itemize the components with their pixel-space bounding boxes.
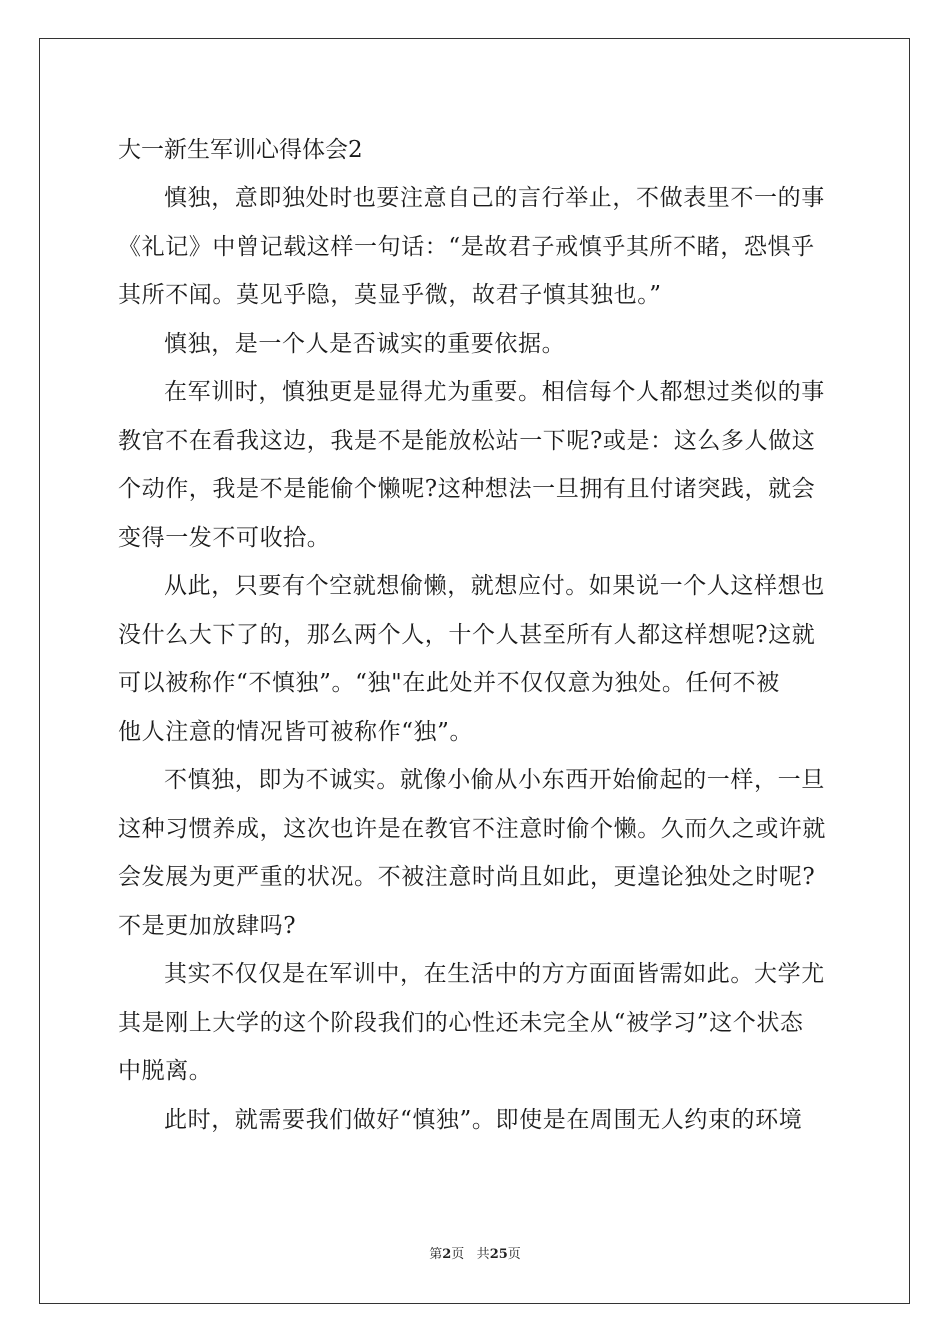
total-prefix: 共 [476, 1247, 490, 1262]
paragraph-line: 可以被称作“不慎独”。“独"在此处并不仅仅意为独处。任何不被 [118, 670, 780, 696]
paragraph-5 [118, 756, 838, 950]
document-title: 大一新生军训心得体会2 [118, 137, 363, 163]
page-prefix: 第 [429, 1247, 443, 1262]
paragraph-line: 中脱离。 [118, 1058, 213, 1084]
paragraph-line: 其是刚上大学的这个阶段我们的心性还未完全从“被学习”这个状态 [118, 1009, 804, 1036]
page-number: 2 [442, 1247, 452, 1262]
paragraph-line: 没什么大下了的，那么两个人，十个人甚至所有人都这样想呢?这就 [118, 621, 816, 648]
paragraph-7 [118, 1096, 838, 1145]
paragraph-line: 不慎独，即为不诚实。就像小偷从小东西开始偷起的一样，一旦 [164, 767, 825, 793]
paragraph-line: 其所不闻。莫见乎隐，莫显乎微，故君子慎其独也。” [118, 282, 662, 308]
paragraph-1 [118, 174, 838, 320]
document-body [118, 126, 838, 1144]
paragraph-line: 变得一发不可收拾。 [118, 524, 331, 551]
paragraph-line: 会发展为更严重的状况。不被注意时尚且如此，更遑论独处之时呢? [118, 864, 816, 890]
paragraph-line: 个动作，我是不是能偷个懒呢?这种想法一旦拥有且付诸突践，就会 [118, 476, 816, 502]
paragraph-line: 《礼记》中曾记载这样一句话：“是故君子戒慎乎其所不睹，恐惧乎 [118, 233, 815, 260]
page-footer [0, 1246, 950, 1264]
paragraph-line: 他人注意的情况皆可被称作“独”。 [118, 718, 474, 745]
paragraph-line: 此时，就需要我们做好“慎独”。即使是在周围无人约束的环境 [164, 1106, 803, 1133]
paragraph-line: 不是更加放肆吗? [118, 912, 297, 939]
paragraph-6 [118, 950, 838, 1096]
paragraph-line: 慎独，是一个人是否诚实的重要依据。 [164, 330, 566, 357]
total-suffix: 页 [507, 1247, 521, 1262]
page-suffix: 页 [451, 1247, 465, 1262]
paragraph-line: 这种习惯养成，这次也许是在教官不注意时偷个懒。久而久之或许就 [118, 815, 826, 842]
paragraph-line: 从此，只要有个空就想偷懒，就想应付。如果说一个人这样想也 [164, 573, 825, 599]
paragraph-line: 在军训时，慎独更是显得尤为重要。相信每个人都想过类似的事 [164, 379, 825, 405]
paragraph-line: 教官不在看我这边，我是不是能放松站一下呢?或是：这么多人做这 [118, 427, 816, 454]
paragraph-4 [118, 562, 838, 756]
paragraph-line: 其实不仅仅是在军训中，在生活中的方方面面皆需如此。大学尤 [164, 961, 825, 987]
paragraph-2 [118, 320, 838, 369]
total-pages: 25 [489, 1247, 508, 1262]
paragraph-3 [118, 368, 838, 562]
paragraph-line: 慎独，意即独处时也要注意自己的言行举止，不做表里不一的事 [164, 185, 825, 211]
